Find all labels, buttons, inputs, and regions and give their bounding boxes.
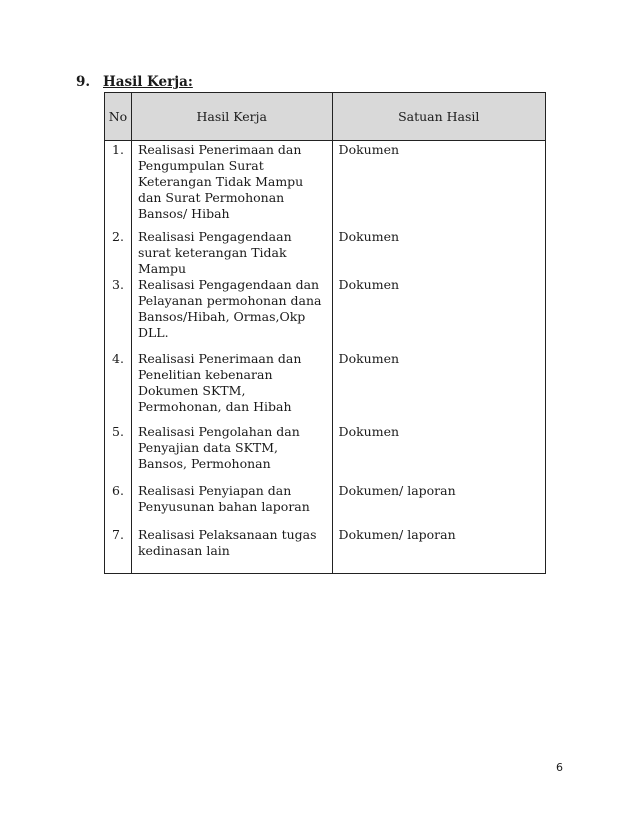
header-satuan-hasil: Satuan Hasil [332,93,545,141]
row-no: 3. [105,277,132,351]
row-hasil-kerja: Realisasi Penerimaan dan Pengumpulan Surat Keterangan Tidak Mampu dan Surat Permohonan Bansos/ Hibah [131,141,332,229]
row-satuan-hasil: Dokumen [332,424,545,483]
row-satuan-hasil: Dokumen [332,141,545,229]
section-heading [76,74,193,90]
section-title: Hasil Kerja: [103,74,193,90]
table-row [105,424,546,483]
table-row [105,527,546,574]
row-satuan-hasil: Dokumen [332,351,545,424]
hasil-kerja-table [104,92,546,574]
row-no: 4. [105,351,132,424]
row-hasil-kerja: Realisasi Pengagendaan dan Pelayanan permohonan dana Bansos/Hibah, Ormas,Okp DLL. [131,277,332,351]
table-row [105,277,546,351]
row-hasil-kerja: Realisasi Penerimaan dan Penelitian kebenaran Dokumen SKTM, Permohonan, dan Hibah [131,351,332,424]
row-satuan-hasil: Dokumen [332,277,545,351]
row-satuan-hasil: Dokumen [332,229,545,277]
row-no: 5. [105,424,132,483]
table-header-row [105,93,546,141]
row-hasil-kerja: Realisasi Pengagendaan surat keterangan Tidak Mampu [131,229,332,277]
page-number: 6 [556,761,563,774]
row-no: 1. [105,141,132,229]
header-no: No [105,93,132,141]
table-row [105,229,546,277]
table-row [105,141,546,229]
table-row [105,351,546,424]
row-satuan-hasil: Dokumen/ laporan [332,483,545,527]
row-hasil-kerja: Realisasi Pengolahan dan Penyajian data SKTM, Bansos, Permohonan [131,424,332,483]
row-no: 6. [105,483,132,527]
row-hasil-kerja: Realisasi Penyiapan dan Penyusunan bahan laporan [131,483,332,527]
header-hasil-kerja: Hasil Kerja [131,93,332,141]
row-satuan-hasil: Dokumen/ laporan [332,527,545,574]
row-hasil-kerja: Realisasi Pelaksanaan tugas kedinasan lain [131,527,332,574]
row-no: 2. [105,229,132,277]
row-no: 7. [105,527,132,574]
section-number: 9. [76,74,91,90]
table-row [105,483,546,527]
